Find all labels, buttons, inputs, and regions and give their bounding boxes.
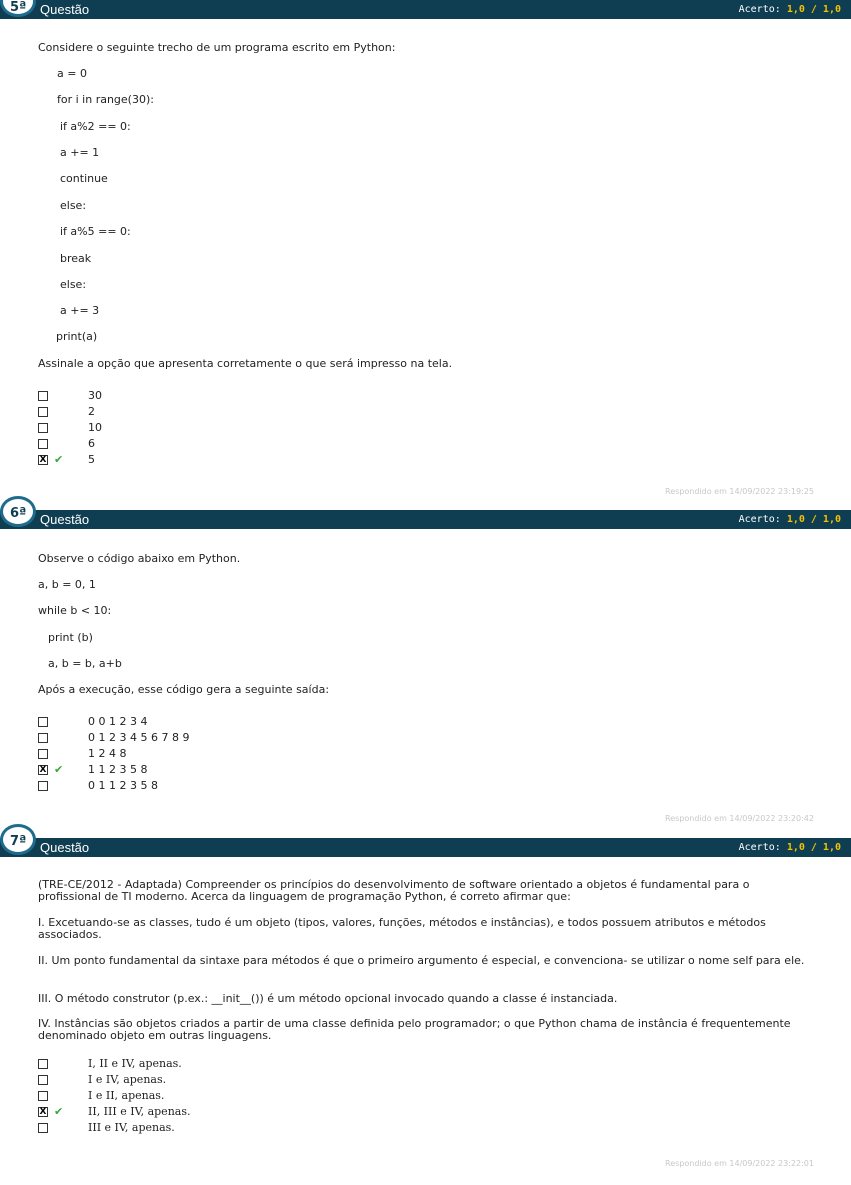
code-line: a += 1: [60, 146, 100, 159]
option-label: I, II e IV, apenas.: [88, 1057, 182, 1070]
option-checkbox[interactable]: [38, 781, 48, 791]
option[interactable]: [38, 1121, 438, 1136]
question-intro: Considere o seguinte trecho de um programa escrito em Python:: [38, 41, 396, 54]
option-checkbox[interactable]: [38, 1075, 48, 1085]
code-line: else:: [60, 199, 87, 212]
score-label: Acerto:: [738, 842, 781, 853]
option-checkbox-checked[interactable]: X: [39, 455, 47, 465]
option-label: 6: [88, 437, 95, 450]
option-checkbox-checked[interactable]: X: [39, 765, 47, 775]
question-prompt: Assinale a opção que apresenta corretamente o que será impresso na tela.: [38, 357, 453, 370]
answered-timestamp: Respondido em 14/09/2022 23:19:25: [665, 487, 814, 496]
score: [739, 0, 841, 19]
question-paragraph: IV. Instâncias são objetos criados a partir de uma classe definida pelo programador; o que Python chama de instância é frequentemente denominado objeto em outras linguagens.: [38, 1017, 791, 1042]
option-label: I e II, apenas.: [88, 1089, 165, 1102]
code-line: a = 0: [57, 67, 87, 80]
option[interactable]: [38, 1073, 438, 1088]
code-line: print(a): [56, 330, 98, 343]
option[interactable]: [38, 421, 438, 436]
option-checkbox[interactable]: [38, 391, 48, 401]
score: [739, 838, 841, 857]
score-value: 1,0 / 1,0: [786, 514, 841, 525]
option[interactable]: [38, 731, 438, 746]
option-selected[interactable]: [38, 763, 438, 778]
question-paragraph: I. Excetuando-se as classes, tudo é um objeto (tipos, valores, funções, métodos e instâncias), e todos possuem atributos e métodos associados.: [38, 916, 766, 941]
score-value: 1,0 / 1,0: [786, 4, 841, 15]
option-checkbox-checked[interactable]: X: [39, 1107, 47, 1117]
score-label: Acerto:: [738, 514, 781, 525]
option-checkbox[interactable]: [38, 423, 48, 433]
correct-check-icon: ✔: [54, 453, 64, 466]
score-value: 1,0 / 1,0: [786, 842, 841, 853]
option-checkbox[interactable]: [38, 1091, 48, 1101]
option-label: I e IV, apenas.: [88, 1073, 167, 1086]
code-line: for i in range(30):: [57, 93, 154, 106]
option[interactable]: [38, 389, 438, 404]
option-label: 1 2 4 8: [88, 747, 127, 760]
option-selected[interactable]: [38, 453, 438, 468]
option-label: II, III e IV, apenas.: [88, 1105, 191, 1118]
code-line: a, b = 0, 1: [38, 578, 96, 591]
code-line: if a%2 == 0:: [60, 120, 131, 133]
option[interactable]: [38, 779, 438, 794]
option-checkbox[interactable]: [38, 1123, 48, 1133]
option-selected[interactable]: [38, 1105, 438, 1120]
option-checkbox[interactable]: [38, 1059, 48, 1069]
question-intro: Observe o código abaixo em Python.: [38, 552, 241, 565]
option-checkbox[interactable]: [38, 749, 48, 759]
code-line: a += 3: [60, 304, 100, 317]
option-label: 10: [88, 421, 102, 434]
option-label: III e IV, apenas.: [88, 1121, 175, 1134]
code-line: if a%5 == 0:: [60, 225, 131, 238]
question-header: [0, 0, 851, 19]
option[interactable]: [38, 1057, 438, 1072]
option-label: 5: [88, 453, 95, 466]
question-header: [0, 834, 851, 857]
code-line: print (b): [48, 631, 93, 644]
score: [739, 510, 841, 529]
question-paragraph: (TRE-CE/2012 - Adaptada) Compreender os princípios do desenvolvimento de software orientado a objetos é fundamental para o profissional de TI moderno. Acerca da linguagem de programação Python, é correto afirmar que:: [38, 878, 750, 903]
option-label: 0 1 2 3 4 5 6 7 8 9: [88, 731, 190, 744]
option[interactable]: [38, 405, 438, 420]
code-line: continue: [60, 172, 108, 185]
option-label: 0 0 1 2 3 4: [88, 715, 148, 728]
question-header: [0, 506, 851, 529]
question-number: 6ª: [10, 506, 27, 521]
code-line: else:: [60, 278, 87, 291]
question-prompt: Após a execução, esse código gera a seguinte saída:: [38, 683, 330, 696]
option-label: 1 1 2 3 5 8: [88, 763, 148, 776]
option-checkbox[interactable]: [38, 407, 48, 417]
option-label: 30: [88, 389, 102, 402]
option[interactable]: [38, 1089, 438, 1104]
score-label: Acerto:: [738, 4, 781, 15]
question-paragraph: III. O método construtor (p.ex.: __init__()) é um método opcional invocado quando a classe é instanciada.: [38, 992, 618, 1005]
question-title: Questão: [40, 2, 90, 17]
option[interactable]: [38, 715, 438, 730]
option-checkbox[interactable]: [38, 717, 48, 727]
code-line: a, b = b, a+b: [48, 657, 122, 670]
option-checkbox[interactable]: [38, 439, 48, 449]
option-label: 0 1 1 2 3 5 8: [88, 779, 158, 792]
question-number: 5ª: [10, 0, 27, 15]
code-line: break: [60, 252, 92, 265]
option-label: 2: [88, 405, 95, 418]
option[interactable]: [38, 437, 438, 452]
answered-timestamp: Respondido em 14/09/2022 23:20:42: [665, 814, 814, 823]
question-title: Questão: [40, 512, 90, 527]
option-checkbox[interactable]: [38, 733, 48, 743]
question-paragraph: II. Um ponto fundamental da sintaxe para métodos é que o primeiro argumento é especial, e convenciona- se utilizar o nome self para ele.: [38, 954, 805, 967]
answered-timestamp: Respondido em 14/09/2022 23:22:01: [665, 1159, 814, 1168]
correct-check-icon: ✔: [54, 1105, 64, 1118]
code-line: while b < 10:: [38, 604, 112, 617]
option[interactable]: [38, 747, 438, 762]
question-title: Questão: [40, 840, 90, 855]
correct-check-icon: ✔: [54, 763, 64, 776]
question-number: 7ª: [10, 834, 27, 849]
